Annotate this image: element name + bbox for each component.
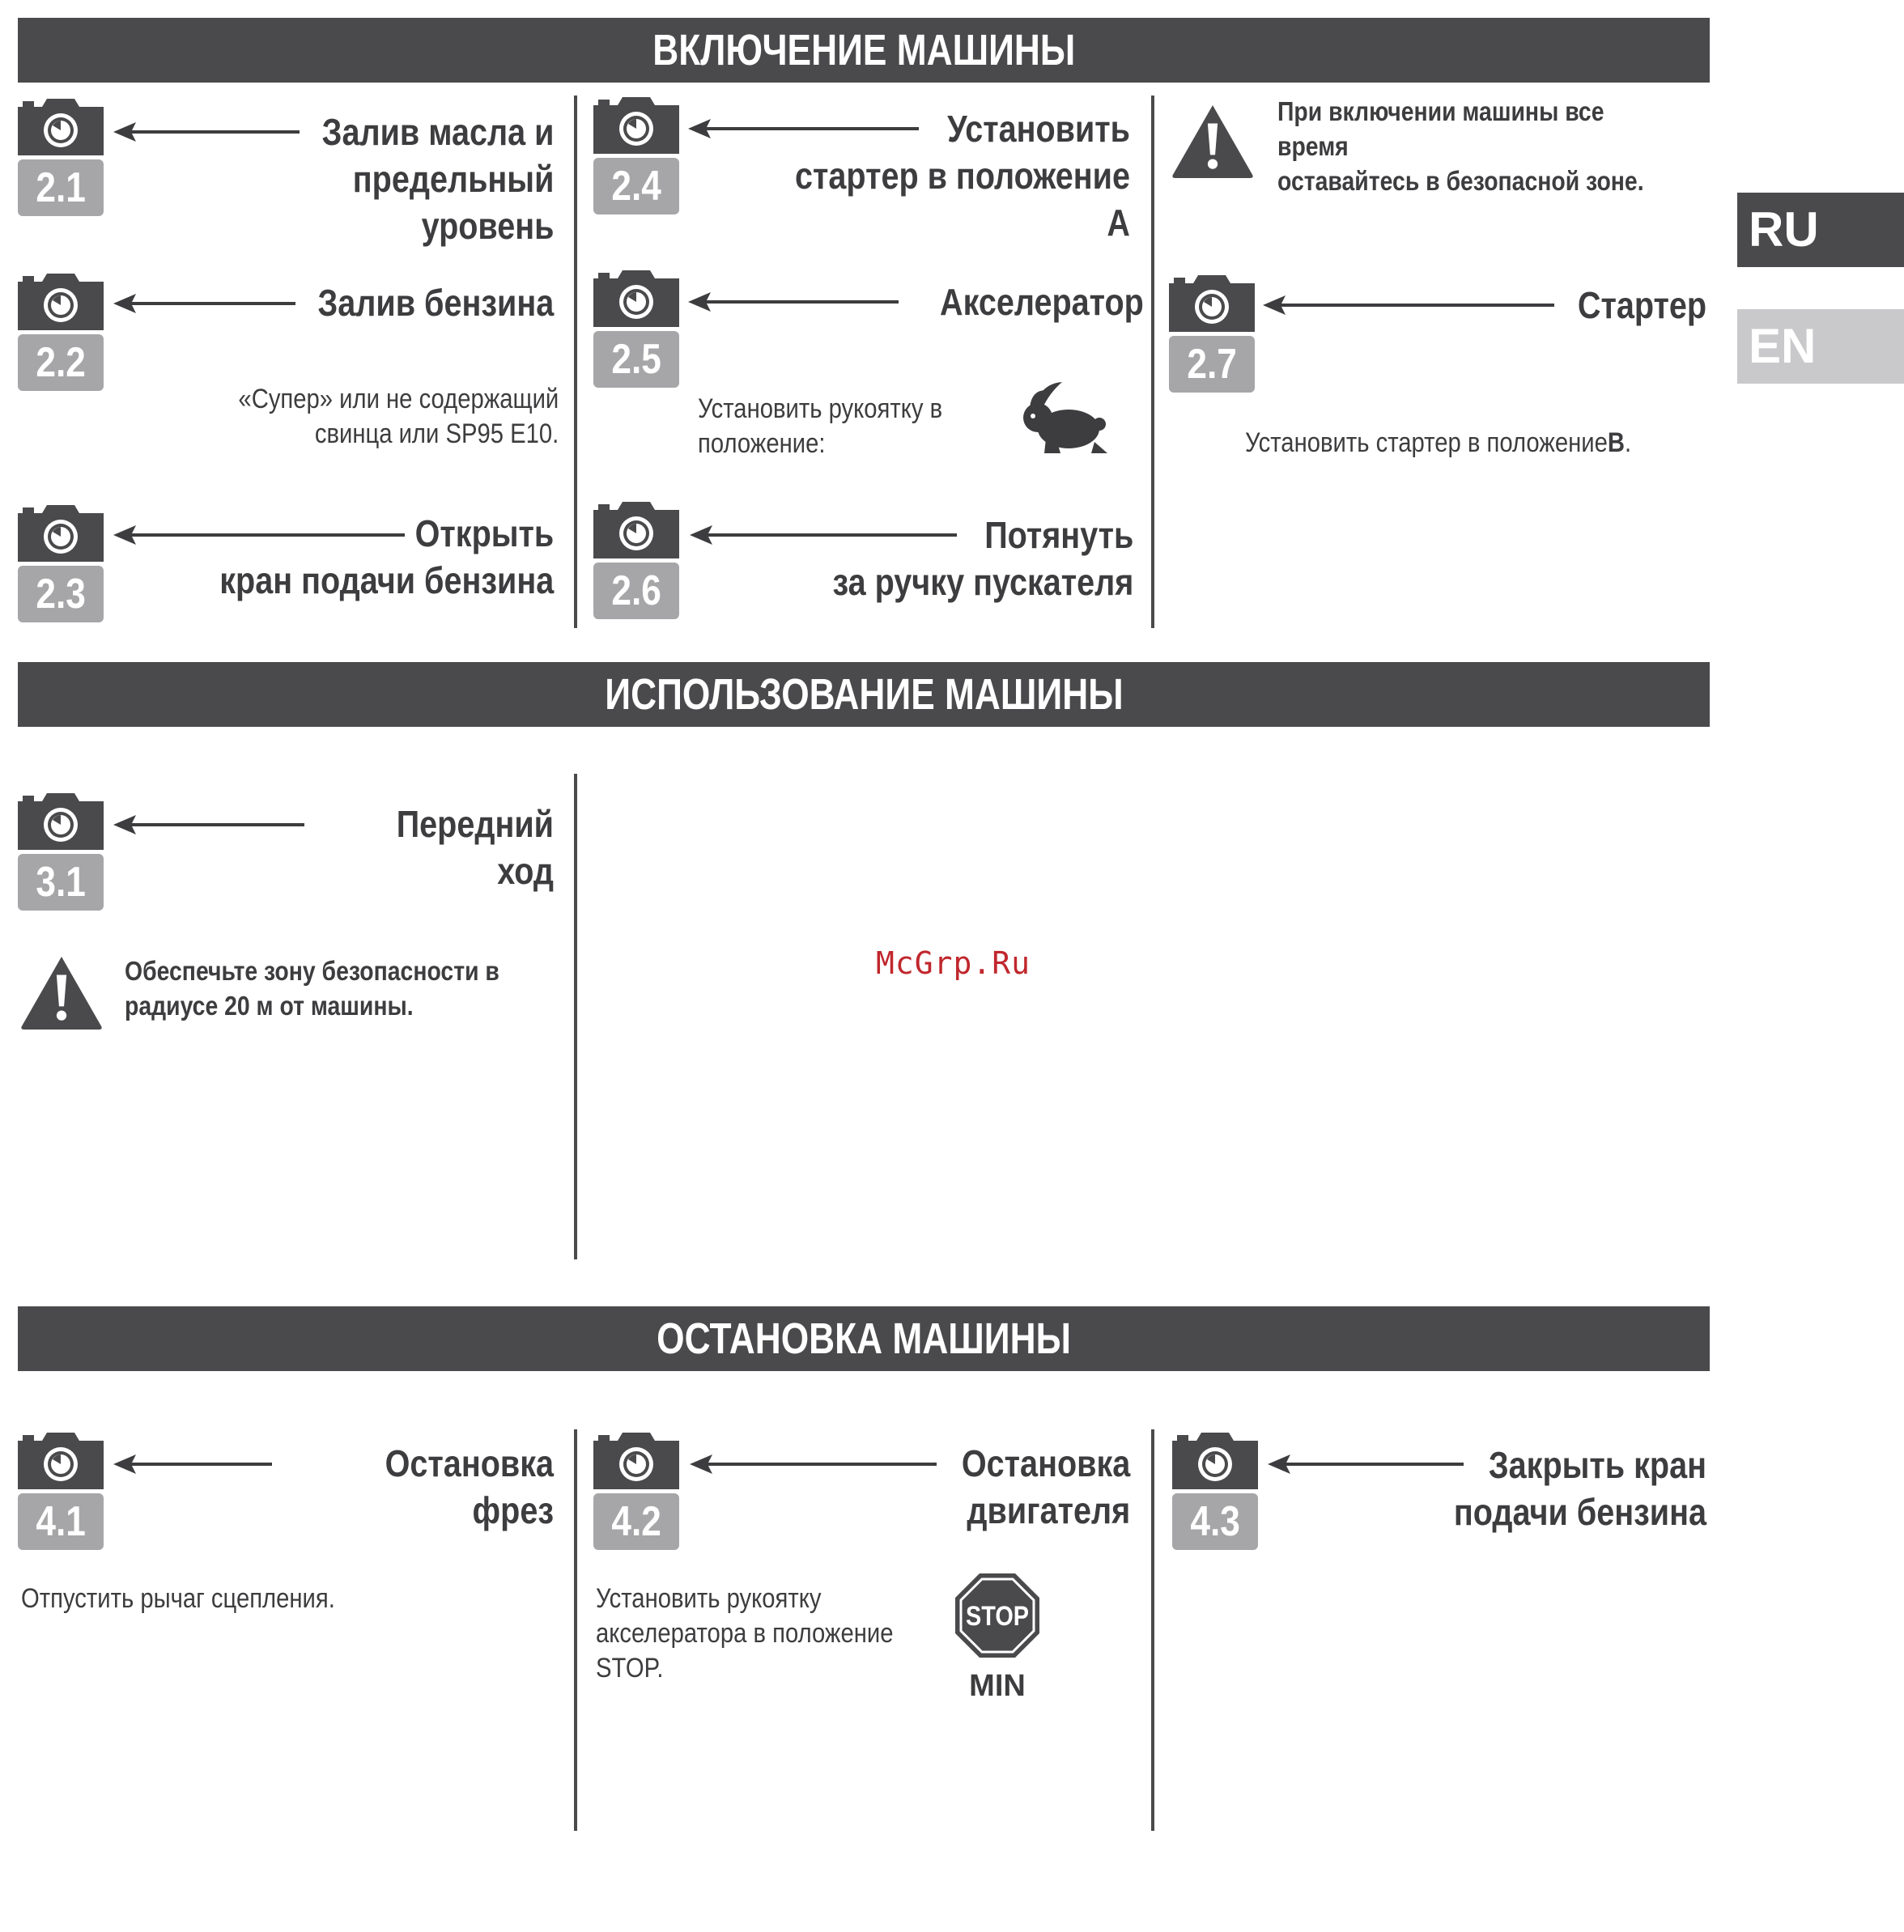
column-divider [574, 96, 577, 628]
section-header-stop: ОСТАНОВКА МАШИНЫ [18, 1306, 1710, 1371]
arrow-left-icon [688, 290, 899, 314]
step-note: Установить рукоятку акселератора в положение STOP. [596, 1583, 894, 1684]
step-number-badge: 4.3 [1172, 1493, 1258, 1550]
column-divider [1151, 1429, 1154, 1831]
language-tab-en[interactable]: EN [1737, 309, 1904, 384]
step-note: Установить рукоятку в положение: [698, 393, 943, 459]
camera-icon [593, 502, 679, 558]
step-number-badge: 2.6 [593, 563, 679, 619]
camera-icon [1172, 1433, 1258, 1489]
camera-icon [593, 270, 679, 327]
step-number-badge: 2.2 [18, 334, 104, 391]
arrow-left-icon [113, 813, 304, 837]
step-title: Залив бензина [317, 282, 554, 324]
camera-icon [18, 1433, 104, 1489]
camera-icon [593, 97, 679, 154]
camera-icon [18, 274, 104, 330]
step-title: Открыть кран подачи бензина [219, 512, 554, 601]
step-title: Залив масла и предельный уровень [321, 111, 554, 247]
section-header-use: ИСПОЛЬЗОВАНИЕ МАШИНЫ [18, 662, 1710, 727]
arrow-left-icon [113, 1452, 272, 1476]
rabbit-icon [1014, 379, 1109, 456]
section-header-start: ВКЛЮЧЕНИЕ МАШИНЫ [18, 18, 1710, 83]
step-number-badge: 2.1 [18, 159, 104, 216]
step-number-badge: 2.3 [18, 566, 104, 622]
warning-icon [19, 955, 104, 1030]
warning-icon [1171, 104, 1255, 178]
step-number-badge: 3.1 [18, 854, 104, 911]
watermark: McGrp.Ru [876, 945, 1031, 981]
camera-icon [1169, 275, 1255, 332]
arrow-left-icon [1263, 293, 1554, 317]
step-title: Остановка фрез [385, 1442, 554, 1531]
warning-text: При включении машины все время оставайтесь в безопасной зоне. [1277, 96, 1644, 196]
warning-text: Обеспечьте зону безопасности в радиусе 20 м от машины. [125, 956, 499, 1021]
column-divider [574, 774, 577, 1259]
step-number-badge: 2.7 [1169, 336, 1255, 393]
step-number-badge: 2.5 [593, 331, 679, 388]
stop-sign-icon [954, 1572, 1041, 1659]
language-tab-ru[interactable]: RU [1737, 193, 1904, 267]
step-title: Стартер [1577, 284, 1706, 326]
step-title: Акселератор [939, 281, 1144, 323]
step-note: «Супер» или не содержащий свинца или SP95 E10. [238, 384, 559, 449]
step-note: Установить стартер в положениеB. [1245, 427, 1632, 458]
step-title: Передний ход [396, 803, 554, 892]
svg-text:STOP: STOP [966, 1601, 1029, 1632]
step-title: Остановка двигателя [961, 1442, 1130, 1531]
step-title: Закрыть кран подачи бензина [1453, 1444, 1706, 1533]
step-number-badge: 4.2 [593, 1493, 679, 1550]
camera-icon [18, 99, 104, 155]
camera-icon [18, 505, 104, 562]
camera-icon [18, 793, 104, 850]
step-title: Потянуть за ручку пускателя [832, 514, 1133, 603]
camera-icon [593, 1433, 679, 1489]
stop-sign-label: MIN [969, 1669, 1026, 1703]
step-number-badge: 4.1 [18, 1493, 104, 1550]
step-number-badge: 2.4 [593, 158, 679, 214]
column-divider [574, 1429, 577, 1831]
step-title: Установить стартер в положение A [795, 108, 1130, 244]
step-note: Отпустить рычаг сцепления. [21, 1583, 335, 1614]
column-divider [1151, 96, 1154, 628]
